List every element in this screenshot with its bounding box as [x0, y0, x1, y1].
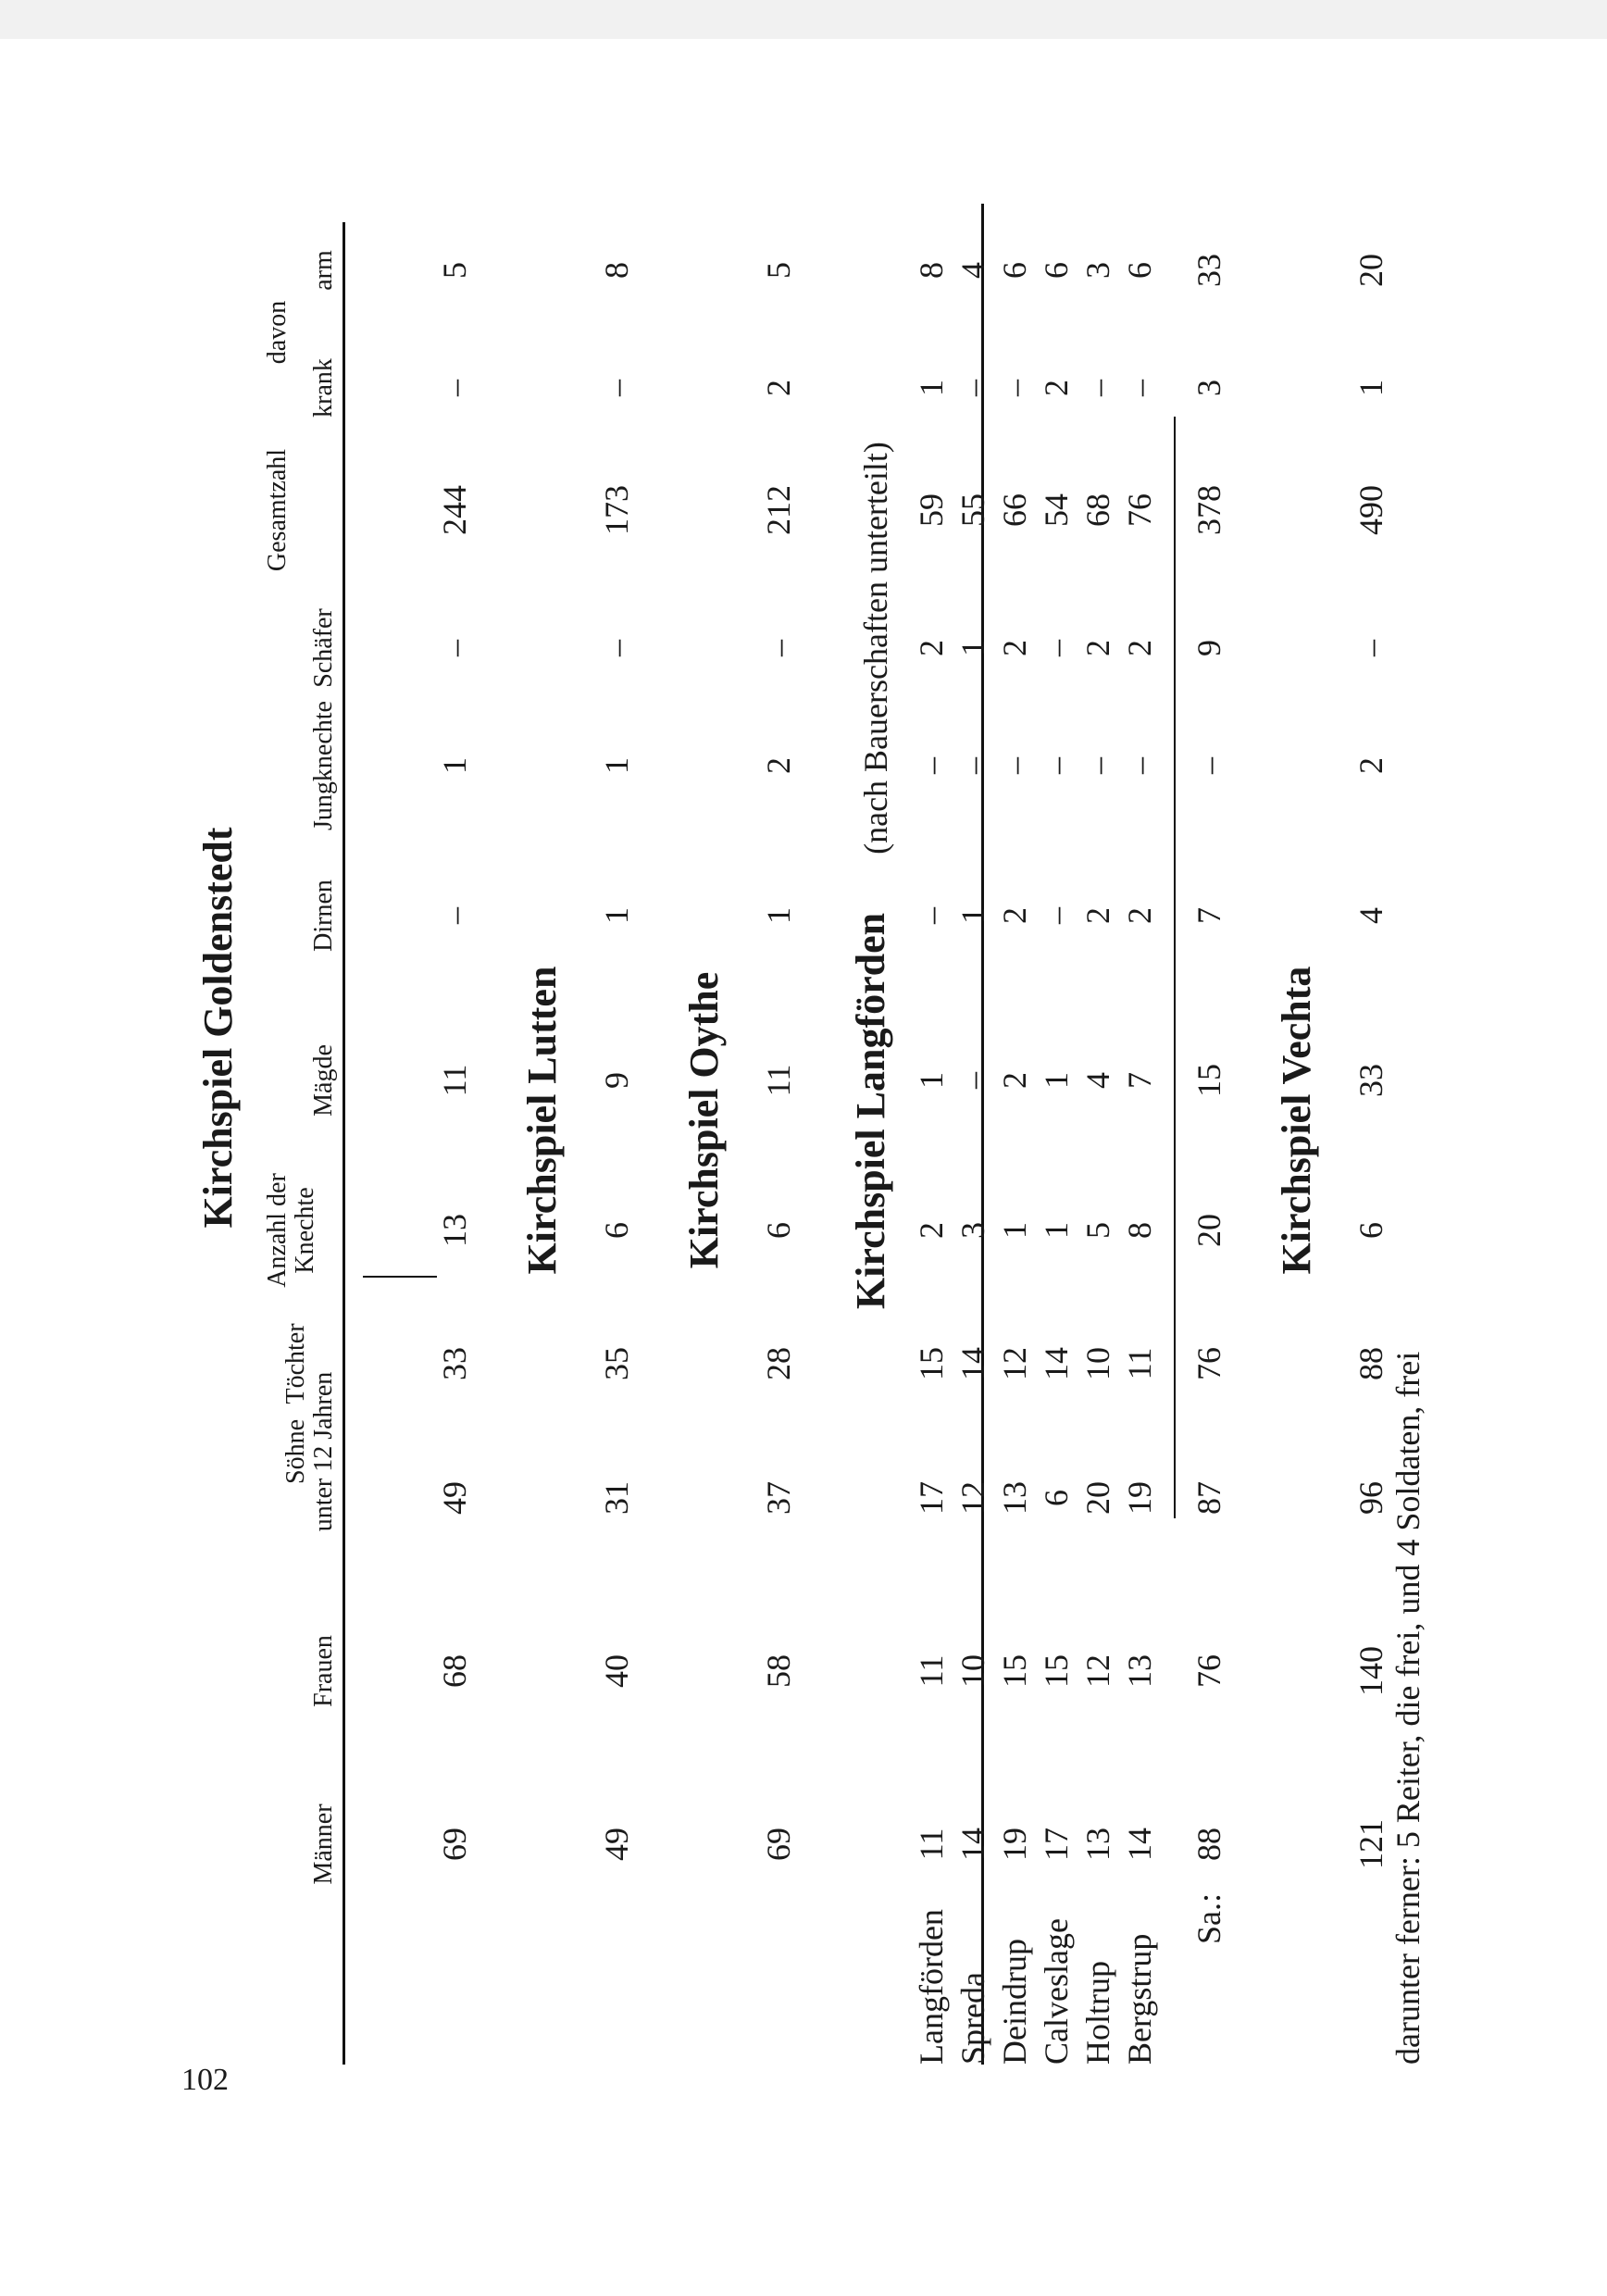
table-cell: 17	[1038, 1828, 1075, 1861]
section-subtitle: (nach Bauerschaften unterteilt)	[857, 442, 894, 855]
header-maenner: Männer	[309, 1803, 338, 1885]
table-cell: 1	[954, 907, 991, 924]
table-cell: 14	[954, 1347, 991, 1380]
table-cell: 20	[1079, 1481, 1116, 1515]
header-krank: krank	[309, 358, 338, 418]
table-cell: 244	[436, 485, 473, 535]
table-cell: 10	[954, 1654, 991, 1688]
header-knechte: Anzahl der Knechte	[263, 1173, 320, 1288]
table-cell: 13	[1079, 1828, 1116, 1861]
table-cell: 15	[996, 1654, 1033, 1688]
row-label: Spreda	[954, 1972, 991, 2065]
table-cell: 121	[1352, 1819, 1389, 1869]
table-cell: –	[954, 757, 991, 774]
table-cell: –	[996, 757, 1033, 774]
table-cell: –	[760, 640, 797, 656]
table-cell: –	[1121, 380, 1158, 396]
sum-cell: 378	[1190, 485, 1227, 535]
table-cell: –	[436, 380, 473, 396]
sum-cell: 3	[1190, 380, 1227, 396]
table-cell: 2	[760, 380, 797, 396]
table-cell: 173	[598, 485, 635, 535]
table-cell: 8	[913, 262, 950, 279]
table-cell: 3	[1079, 262, 1116, 279]
table-cell: 4	[1352, 907, 1389, 924]
section-title: Kirchspiel Lutten	[519, 966, 565, 1275]
table-cell: 2	[996, 640, 1033, 656]
table-cell: 68	[436, 1654, 473, 1688]
header-toechter: Töchter	[281, 1323, 310, 1404]
table-cell: 10	[1079, 1347, 1116, 1380]
table-cell: –	[1079, 757, 1116, 774]
table-cell: 5	[436, 262, 473, 279]
table-cell: 49	[598, 1828, 635, 1861]
row-label: Langförden	[913, 1909, 950, 2065]
sum-cell: 20	[1190, 1214, 1227, 1247]
table-cell: 55	[954, 493, 991, 527]
row-label: Deindrup	[996, 1939, 1033, 2065]
table-cell: –	[996, 380, 1033, 396]
header-davon: davon	[263, 300, 292, 365]
header-arm: arm	[309, 250, 338, 291]
table-cell: 1	[598, 907, 635, 924]
table-cell: 69	[760, 1828, 797, 1861]
table-cell: 1	[996, 1222, 1033, 1239]
table-cell: –	[598, 380, 635, 396]
sum-cell: 33	[1190, 254, 1227, 287]
header-maegde: Mägde	[309, 1044, 338, 1117]
table-cell: 4	[1079, 1072, 1116, 1089]
table-cell: 11	[913, 1828, 950, 1861]
row-label: Bergstrup	[1121, 1933, 1158, 2065]
table-cell: 13	[436, 1214, 473, 1247]
table-cell: 2	[1121, 640, 1158, 656]
sum-cell: 76	[1190, 1654, 1227, 1688]
header-jungknechte: Jungknechte	[309, 701, 338, 830]
table-cell: –	[1079, 380, 1116, 396]
table-cell: 1	[1038, 1222, 1075, 1239]
table-cell: 19	[1121, 1481, 1158, 1515]
table-top-rule	[343, 222, 345, 2065]
table-cell: 8	[1121, 1222, 1158, 1239]
table-cell: 9	[598, 1072, 635, 1089]
table-cell: 2	[760, 757, 797, 774]
table-cell: 6	[1121, 262, 1158, 279]
table-cell: –	[1352, 640, 1389, 656]
table-cell: 15	[1038, 1654, 1075, 1688]
table-cell: 140	[1352, 1646, 1389, 1696]
table-cell: 5	[1079, 1222, 1116, 1239]
table-cell: 1	[913, 380, 950, 396]
table-cell: 37	[760, 1481, 797, 1515]
table-cell: 33	[1352, 1064, 1389, 1097]
row-label: Calveslage	[1038, 1918, 1075, 2065]
sum-cell: 87	[1190, 1481, 1227, 1515]
table-cell: 490	[1352, 485, 1389, 535]
table-cell: 5	[760, 262, 797, 279]
sum-cell: 7	[1190, 907, 1227, 924]
table-cell: 20	[1352, 254, 1389, 287]
table-cell: 8	[598, 262, 635, 279]
header-dirnen: Dirnen	[309, 880, 338, 952]
table-cell: 14	[954, 1828, 991, 1861]
sum-label: Sa.:	[1190, 1892, 1227, 1944]
table-cell: 2	[913, 1222, 950, 1239]
table-cell: 35	[598, 1347, 635, 1380]
header-soehne-toechter: Söhne unter 12 Jahren	[281, 1371, 339, 1532]
table-cell: –	[1121, 757, 1158, 774]
table-cell: 2	[913, 640, 950, 656]
header-frauen: Frauen	[309, 1635, 338, 1707]
table-cell: 1	[1352, 380, 1389, 396]
page-number: 102	[181, 2063, 229, 2097]
table-cell: 58	[760, 1654, 797, 1688]
table-cell: –	[436, 907, 473, 924]
table-cell: 12	[954, 1481, 991, 1515]
table-cell: 12	[1079, 1654, 1116, 1688]
table-cell: –	[1038, 907, 1075, 924]
table-cell: 1	[954, 640, 991, 656]
table-cell: 54	[1038, 493, 1075, 527]
table-cell: –	[1038, 757, 1075, 774]
table-cell: 76	[1121, 493, 1158, 527]
table-cell: –	[913, 907, 950, 924]
table-cell: 2	[1079, 640, 1116, 656]
table-cell: –	[954, 1072, 991, 1089]
table-cell: 31	[598, 1481, 635, 1515]
table-cell: 1	[598, 757, 635, 774]
table-cell: 2	[996, 907, 1033, 924]
row-label: Holtrup	[1079, 1961, 1116, 2065]
table-cell: 14	[1121, 1828, 1158, 1861]
table-cell: 2	[1352, 757, 1389, 774]
table-cell: 6	[996, 262, 1033, 279]
table-cell: –	[436, 640, 473, 656]
table-cell: 59	[913, 493, 950, 527]
table-cell: –	[1038, 640, 1075, 656]
header-schaefer: Schäfer	[309, 608, 338, 688]
table-cell: 2	[1121, 907, 1158, 924]
table-cell: 49	[436, 1481, 473, 1515]
table-cell: 11	[1121, 1347, 1158, 1380]
sum-cell: 15	[1190, 1064, 1227, 1097]
section-title: Kirchspiel Langförden	[848, 912, 893, 1310]
table-cell: 2	[1079, 907, 1116, 924]
table-cell: 1	[436, 757, 473, 774]
table-cell: 1	[913, 1072, 950, 1089]
table-cell: 6	[1038, 1490, 1075, 1506]
sum-cell: –	[1190, 757, 1227, 774]
header-gesamtzahl: Gesamtzahl	[263, 448, 292, 572]
table-cell: 6	[1038, 262, 1075, 279]
sum-cell: 9	[1190, 640, 1227, 656]
table-cell: 2	[996, 1072, 1033, 1089]
table-cell: 96	[1352, 1481, 1389, 1515]
table-bottom-rule	[981, 204, 984, 2065]
section-title: Kirchspiel Oythe	[681, 971, 727, 1269]
table-cell: 33	[436, 1347, 473, 1380]
table-cell: 11	[760, 1064, 797, 1097]
table-cell: –	[913, 757, 950, 774]
table-cell: 11	[913, 1654, 950, 1688]
section-title: Kirchspiel Vechta	[1274, 966, 1319, 1275]
sum-cell: 76	[1190, 1347, 1227, 1380]
table-cell: –	[954, 380, 991, 396]
table-cell: 1	[1038, 1072, 1075, 1089]
table-cell: 2	[1038, 380, 1075, 396]
table-cell: 7	[1121, 1072, 1158, 1089]
table-cell: 3	[954, 1222, 991, 1239]
table-cell: 6	[1352, 1222, 1389, 1239]
table-cell: 69	[436, 1828, 473, 1861]
table-cell: 11	[436, 1064, 473, 1097]
table-cell: 19	[996, 1828, 1033, 1861]
table-cell: 68	[1079, 493, 1116, 527]
scan-top-shadow	[0, 0, 1607, 39]
table-cell: 212	[760, 485, 797, 535]
table-cell: 14	[1038, 1347, 1075, 1380]
sum-cell: 88	[1190, 1828, 1227, 1861]
table-cell: 15	[913, 1347, 950, 1380]
table-cell: 1	[760, 907, 797, 924]
table-cell: 4	[954, 262, 991, 279]
rotated-table	[37, 204, 1426, 2065]
header-rule	[363, 1276, 437, 1278]
table-cell: 17	[913, 1481, 950, 1515]
table-cell: 40	[598, 1654, 635, 1688]
table-cell: 66	[996, 493, 1033, 527]
table-cell: –	[598, 640, 635, 656]
table-cell: 6	[760, 1222, 797, 1239]
table-cell: 6	[598, 1222, 635, 1239]
section-title: Kirchspiel Goldenstedt	[195, 827, 241, 1229]
table-cell: 88	[1352, 1347, 1389, 1380]
table-cell: 28	[760, 1347, 797, 1380]
table-cell: 13	[1121, 1654, 1158, 1688]
sum-rule	[1174, 417, 1176, 1518]
footnote: darunter ferner: 5 Reiter, die frei, und 4 Soldaten, frei	[1389, 1351, 1426, 2065]
table-cell: 12	[996, 1347, 1033, 1380]
table-cell: 13	[996, 1481, 1033, 1515]
